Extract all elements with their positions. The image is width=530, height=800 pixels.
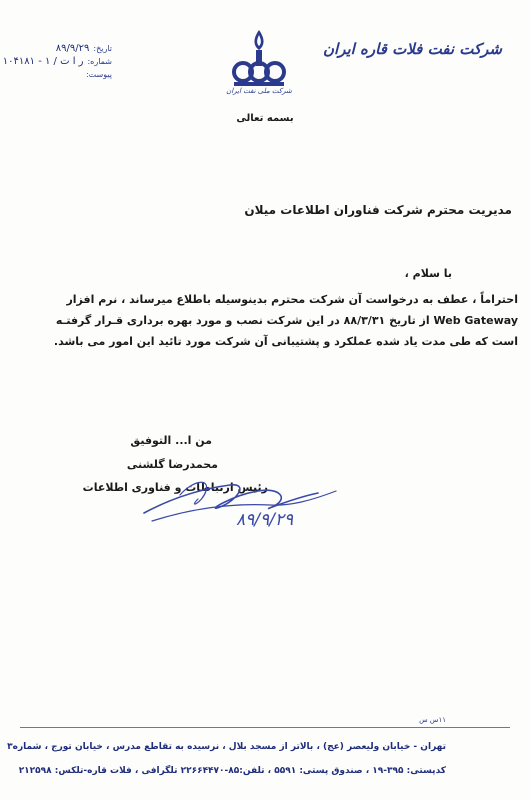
closing: من ا... التوفیق — [130, 434, 212, 447]
addressee: مدیریت محترم شرکت فناوران اطلاعات میلان — [244, 203, 512, 217]
body-line: Web Gateway از تاریخ ۸۸/۳/۳۱ در این شرکت نصب و مورد بهره برداری قـرار گرفتـه — [55, 314, 518, 327]
body-line: احتراماً ، عطف به درخواست آن شرکت محترم بدینوسیله باطلاع میرساند ، نرم افزار — [66, 293, 518, 306]
reference-code: ۱۱س س — [419, 716, 446, 724]
attachment-row — [12, 68, 112, 81]
number-label: شماره: — [87, 57, 112, 66]
nioc-flame-logo-icon — [228, 28, 290, 90]
date-row — [12, 42, 112, 55]
number-row — [2, 55, 112, 68]
letter-body — [28, 289, 518, 352]
date-value: ۸۹/۹/۲۹ — [55, 43, 90, 54]
footer-contact: کدپستی: ۳۹۵-۱۹ ، صندوق پستی: ۵۵۹۱ ، تلفن:۸۵-۲۲۶۶۴۴۷۰ تلگرافی ، فلات قاره-تلکس: ۲۱۲۵۹۸ — [18, 766, 446, 776]
logo-caption: شرکت ملی نفت ایران — [226, 87, 292, 95]
letter-meta — [2, 42, 112, 81]
footer-address: تهران - خیابان ولیعصر (عج) ، بالاتر از مسجد بلال ، نرسیده به تقاطع مدرس ، خیابان تورج ، شماره۳ — [7, 742, 446, 752]
date-label: تاریخ: — [93, 44, 112, 53]
handwritten-signature-icon — [140, 455, 350, 535]
attachment-label: پیوست: — [85, 70, 112, 79]
greeting: با سلام ، — [404, 267, 452, 280]
basmala: بسمه تعالی — [236, 113, 294, 124]
signer-name: محمدرضا گلشنی — [126, 458, 218, 471]
company-name: شرکت نفت فلات قاره ایران — [323, 40, 502, 58]
handwritten-date: ۸۹/۹/۲۹ — [236, 510, 294, 530]
signer-title: رئیس ارتباطات و فناوری اطلاعات — [82, 481, 268, 494]
footer-divider — [20, 727, 510, 728]
number-value: ر ا ت / ۱ - ۱۰۴۱۸۱ — [2, 56, 84, 67]
body-line: است که طی مدت یاد شده عملکرد و پشتیبانی آن شرکت مورد تائید این امور می باشد. — [53, 335, 518, 348]
